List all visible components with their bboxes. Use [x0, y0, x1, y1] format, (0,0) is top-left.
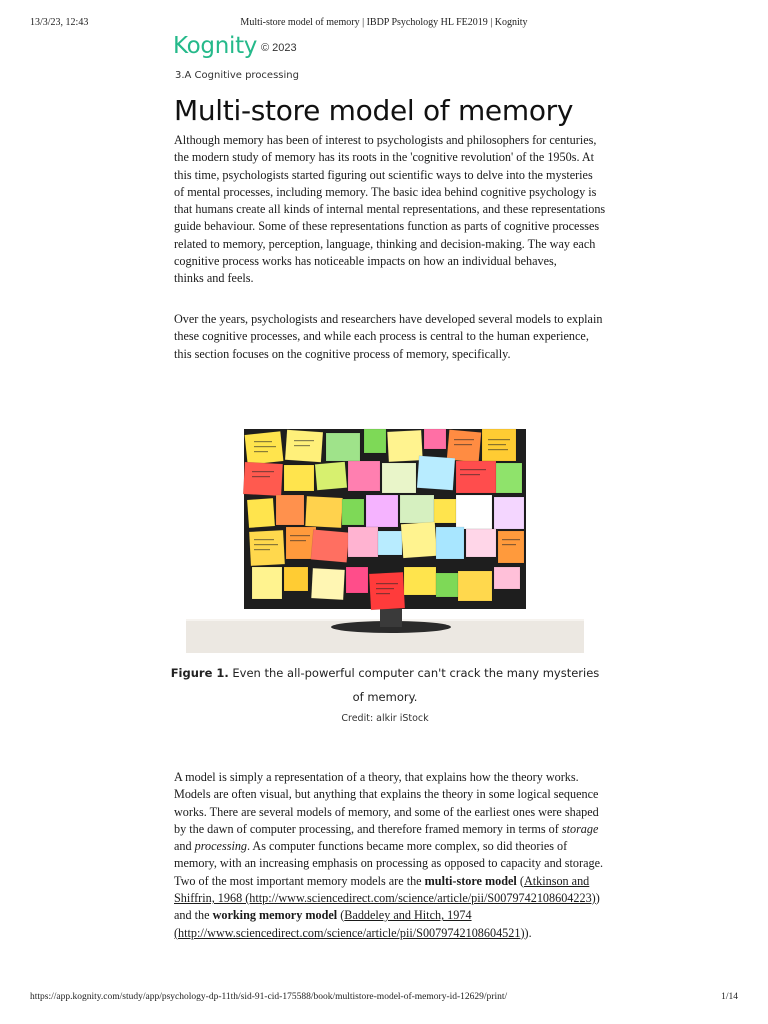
text-fragment: . As computer functions became more complex, so did theories of	[247, 839, 568, 854]
print-document-title: Multi-store model of memory | IBDP Psychology HL FE2019 | Kognity	[240, 17, 528, 28]
models-paragraph	[174, 311, 604, 363]
paragraph-line: works. There are several models of memory, and some of the earliest ones were shaped	[174, 804, 599, 819]
paragraph-line: the modern study of memory has its roots in the 'cognitive revolution' of the 1950s. At	[174, 150, 595, 165]
working-memory-model-term: working memory model	[212, 908, 338, 923]
print-footer	[30, 992, 738, 1006]
figure-caption	[160, 666, 610, 680]
print-header	[30, 17, 738, 31]
paragraph-line: memory, with an increasing emphasis on processing as opposed to capacity and storage.	[174, 856, 604, 871]
text-fragment: Two of the most important memory models are the	[174, 873, 425, 888]
monitor-sticky-notes-image	[186, 427, 584, 653]
print-timestamp: 13/3/23, 12:43	[30, 17, 89, 28]
baddeley-hitch-link-continued[interactable]: (http://www.sciencedirect.com/science/article/pii/S0079742108604521)	[174, 925, 525, 940]
text-fragment: ).	[524, 925, 532, 940]
paragraph-line: that humans create all kinds of internal mental representations, and these representations	[174, 202, 606, 217]
paragraph-line	[174, 925, 604, 942]
paragraph-line: Models are often visual, but anything that explains the theory in some logical sequence	[174, 787, 599, 802]
figure-label: Figure 1.	[170, 666, 229, 680]
page-title: Multi-store model of memory	[174, 94, 574, 127]
paragraph-line: this section focuses on the cognitive process of memory, specifically.	[174, 346, 511, 361]
paragraph-line: Over the years, psychologists and researchers have developed several models to explain	[174, 312, 603, 326]
memory-models-paragraph	[174, 769, 604, 942]
baddeley-hitch-link[interactable]: Baddeley and Hitch, 1974	[344, 908, 472, 923]
multi-store-model-term: multi-store model	[424, 873, 517, 888]
paragraph-line: cognitive process works has noticeable impacts on how an individual behaves,	[174, 254, 557, 269]
text-fragment: (	[516, 873, 524, 888]
paragraph-line: these cognitive processes, and while each process is central to the human experience,	[174, 329, 589, 344]
text-fragment: and	[174, 839, 195, 854]
paragraph-line	[174, 873, 604, 890]
figure-caption-text: Even the all-powerful computer can't crack the many mysteries	[232, 666, 600, 680]
figure-credit: Credit: alkir iStock	[341, 713, 429, 724]
paragraph-line: A model is simply a representation of a theory, that explains how the theory works.	[174, 770, 579, 784]
paragraph-line	[174, 890, 604, 907]
text-fragment: and the	[174, 908, 213, 923]
text-fragment: by the dawn of computer processing, and therefore framed memory in terms of	[174, 821, 562, 836]
page-number: 1/14	[721, 992, 738, 1002]
paragraph-line: thinks and feels.	[174, 271, 254, 286]
emphasis-processing: processing	[194, 839, 248, 854]
paragraph-line: this time, psychologists started figuring out scientific ways to delve into the mysteries	[174, 167, 593, 182]
paragraph-line: of mental processes, including memory. The basic idea behind cognitive psychology is	[174, 184, 597, 199]
text-fragment: (	[337, 908, 345, 923]
atkinson-shiffrin-link[interactable]: Atkinson and	[523, 873, 590, 888]
text-fragment: )	[595, 891, 600, 906]
intro-paragraph	[174, 132, 604, 288]
paragraph-line	[174, 838, 604, 855]
emphasis-storage: storage	[561, 821, 599, 836]
copyright-text: © 2023	[261, 42, 297, 54]
paragraph-line	[174, 907, 604, 924]
paragraph-line: related to memory, perception, language, thinking and decision-making. The way each	[174, 236, 596, 251]
figure-caption-continued: of memory.	[352, 690, 418, 704]
paragraph-line: guide behaviour. Some of these representations function as parts of cognitive processes	[174, 219, 600, 234]
paragraph-line	[174, 821, 604, 838]
section-breadcrumb: 3.A Cognitive processing	[175, 70, 299, 81]
print-url: https://app.kognity.com/study/app/psychology-dp-11th/sid-91-cid-175588/book/multistore-model-of-memory-id-12629/print/	[30, 992, 508, 1002]
kognity-logo: Kognity	[173, 33, 258, 59]
paragraph-line: Although memory has been of interest to psychologists and philosophers for centuries,	[174, 133, 597, 147]
atkinson-shiffrin-link-continued[interactable]: Shiffrin, 1968 (http://www.sciencedirect.com/science/article/pii/S0079742108604223)	[174, 891, 596, 906]
